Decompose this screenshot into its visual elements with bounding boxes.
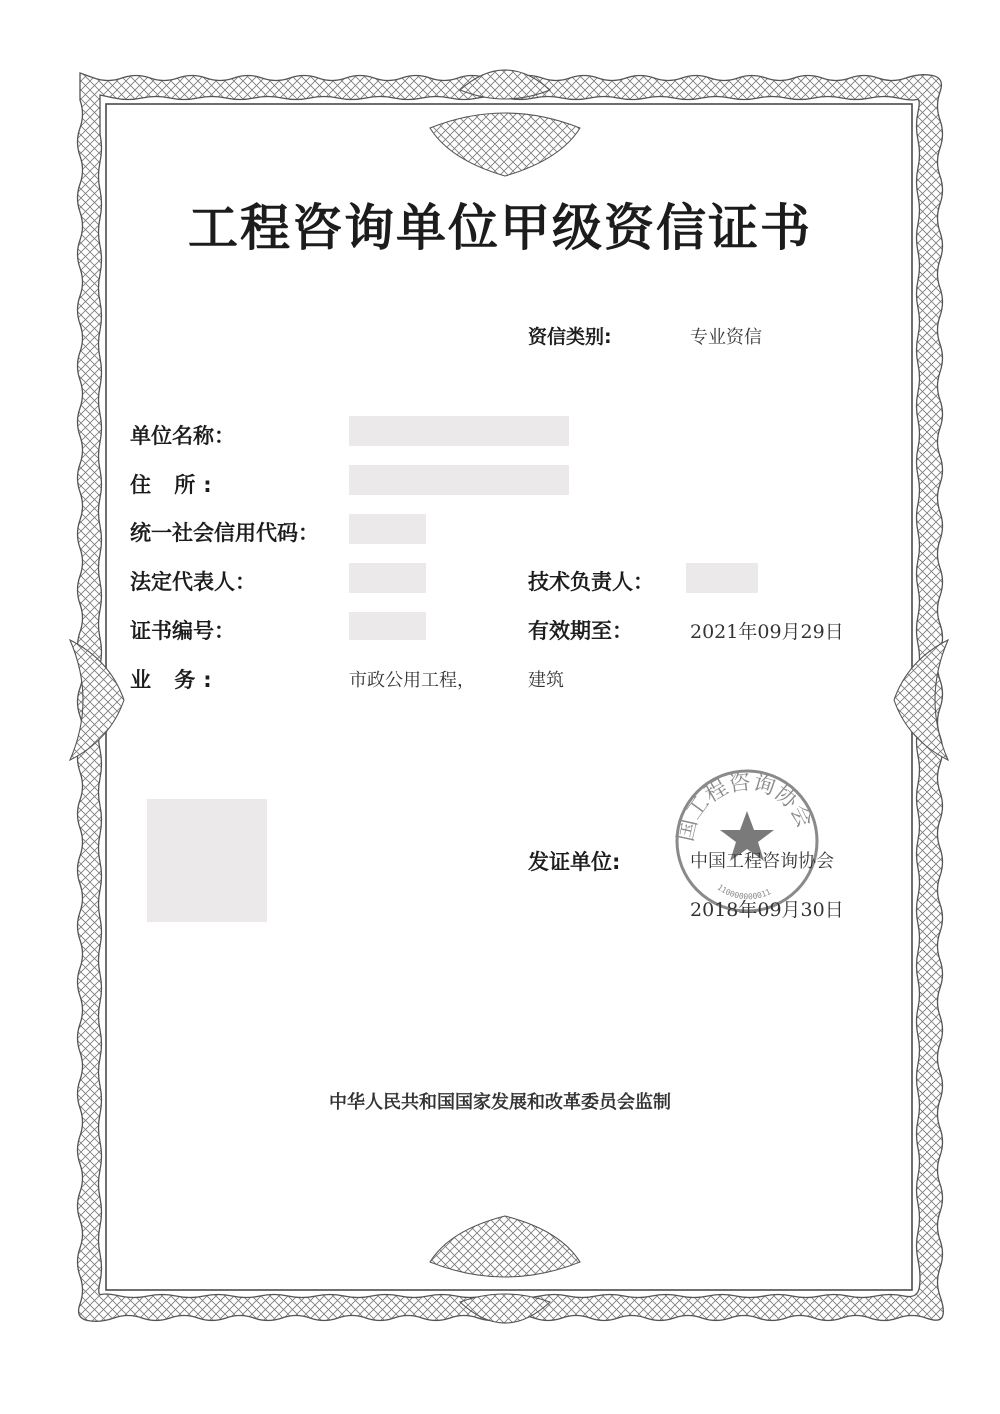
cert-no-redaction bbox=[349, 612, 426, 640]
legal-rep-label: 法定代表人： bbox=[130, 570, 256, 594]
supervision-footer: 中华人民共和国国家发展和改革委员会监制 bbox=[329, 1092, 671, 1113]
issuer-name: 中国工程咨询协会 bbox=[690, 851, 834, 872]
tech-lead-redaction bbox=[686, 563, 758, 593]
photo-redaction bbox=[147, 799, 267, 922]
tech-lead-label: 技术负责人： bbox=[528, 570, 654, 594]
cert-no-label: 证书编号： bbox=[130, 619, 235, 643]
unit-name-label: 单位名称： bbox=[130, 424, 235, 448]
business-value-2: 建筑 bbox=[528, 670, 564, 691]
credit-category-value: 专业资信 bbox=[690, 327, 762, 348]
seal-text: 国工程咨询协会 bbox=[673, 769, 818, 844]
business-label: 业 务: bbox=[130, 668, 220, 692]
business-value-1: 市政公用工程， bbox=[349, 670, 475, 691]
seal-number: 110000000011 bbox=[715, 882, 773, 902]
address-redaction bbox=[349, 465, 569, 495]
official-seal bbox=[672, 766, 822, 916]
certificate-title: 工程咨询单位甲级资信证书 bbox=[188, 199, 812, 257]
legal-rep-redaction bbox=[349, 563, 426, 593]
unit-name-redaction bbox=[349, 416, 569, 446]
valid-until-label: 有效期至： bbox=[528, 619, 633, 643]
credit-category-label: 资信类别: bbox=[528, 326, 612, 348]
credit-code-label: 统一社会信用代码： bbox=[130, 521, 319, 545]
issue-date: 2018年09月30日 bbox=[690, 899, 844, 921]
credit-code-redaction bbox=[349, 514, 426, 544]
valid-until-value: 2021年09月29日 bbox=[690, 621, 844, 643]
issuer-label: 发证单位: bbox=[528, 850, 621, 874]
address-label: 住 所: bbox=[130, 473, 220, 497]
